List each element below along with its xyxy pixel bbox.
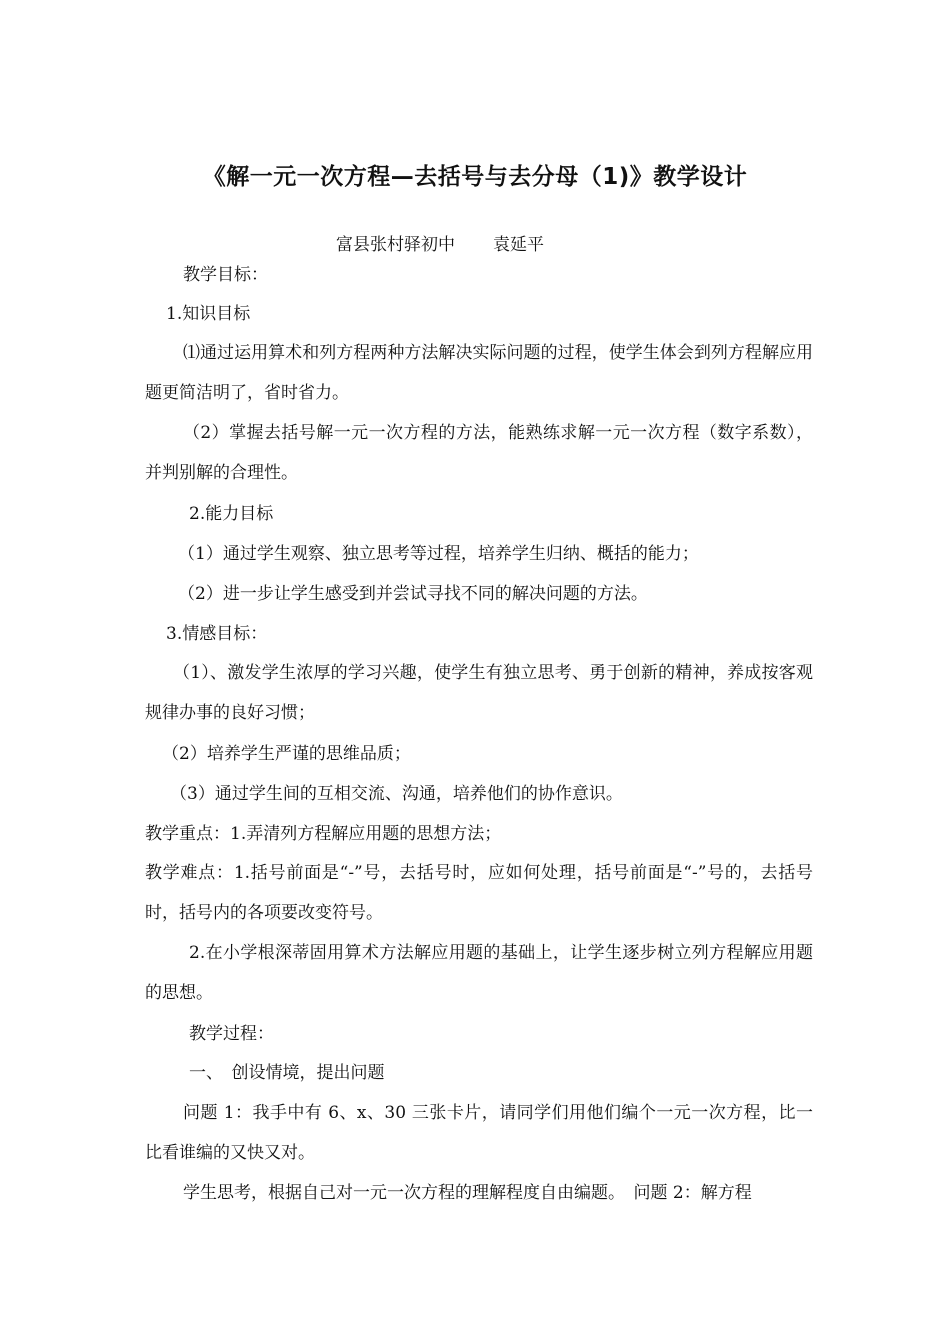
key-point: 教学重点：1.弄清列方程解应用题的思想方法；	[145, 824, 502, 844]
knowledge-heading: 1.知识目标	[166, 304, 251, 324]
ability-item-2: （2）进一步让学生感受到并尝试寻找不同的解决问题的方法。	[178, 584, 648, 604]
document-title: 《解一元一次方程—去括号与去分母（1)》教学设计	[202, 164, 748, 190]
emotion-item-2: （2）培养学生严谨的思维品质；	[162, 744, 411, 764]
student-think: 学生思考，根据自己对一元一次方程的理解程度自由编题。 问题 2：解方程	[183, 1183, 752, 1203]
process-heading: 教学过程：	[189, 1024, 274, 1044]
emotion-item-3: （3）通过学生间的互相交流、沟通，培养他们的协作意识。	[170, 784, 623, 804]
school-name: 富县张村驿初中	[336, 235, 455, 255]
knowledge-item-2: （2）掌握去括号解一元一次方程的方法，能熟练求解一元一次方程（数字系数），并判别解的合理性。	[145, 423, 813, 483]
question-1: 问题 1：我手中有 6、x、30 三张卡片，请同学们用他们编个一元一次方程，比一比看谁编的又快又对。	[145, 1103, 813, 1163]
author-line	[336, 230, 544, 255]
emotion-item-1: （1）、激发学生浓厚的学习兴趣，使学生有独立思考、勇于创新的精神，养成按客观规律办事的良好习惯；	[145, 663, 813, 723]
difficulty: 教学难点：1.括号前面是“-”号，去括号时，应如何处理，括号前面是“-”号的，去括号时，括号内的各项要改变符号。	[145, 863, 813, 923]
knowledge-item-1: ⑴通过运用算术和列方程两种方法解决实际问题的过程，使学生体会到列方程解应用题更简洁明了，省时省力。	[145, 343, 813, 403]
goals-heading: 教学目标：	[183, 265, 268, 285]
emotion-heading: 3.情感目标：	[166, 624, 268, 644]
section-1-heading: 一、 创设情境，提出问题	[189, 1063, 385, 1083]
ability-item-1: （1）通过学生观察、独立思考等过程，培养学生归纳、概括的能力；	[178, 544, 699, 564]
difficulty-item-2: 2.在小学根深蒂固用算术方法解应用题的基础上，让学生逐步树立列方程解应用题的思想。	[145, 943, 813, 1003]
ability-heading: 2.能力目标	[189, 504, 274, 524]
author-name: 袁延平	[493, 235, 544, 255]
